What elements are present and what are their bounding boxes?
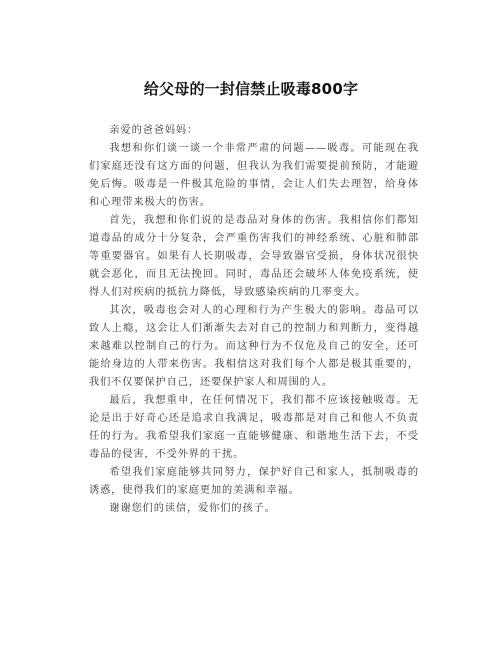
letter-paragraph-4: 最后，我想重申，在任何情况下，我们都不应该接触吸毒。无论是出于好奇心还是追求自我满足，吸毒都是对自己和他人不负责任的行为。我希望我们家庭一直能够健康、和谐地生活下去，不受毒品的侵害，不受外界的干扰。 (89, 395, 419, 460)
letter-salutation: 亲爱的爸爸妈妈： (109, 125, 199, 136)
document-title: 给父母的一封信禁止吸毒800字 (143, 80, 359, 98)
letter-paragraph-2: 首先，我想和你们说的是毒品对身体的伤害。我相信你们都知道毒品的成分十分复杂，会严重伤害我们的神经系统、心脏和肺部等重要器官。如果有人长期吸毒，会导致器官受损，身体状况很快就会恶化，而且无法挽回。同时，毒品还会破坏人体免疫系统，使得人们对疾病的抵抗力降低，导致感染疾病的几率变大。 (89, 215, 419, 298)
letter-closing: 谢谢您们的读信，爱你们的孩子。 (109, 503, 276, 514)
letter-body (89, 122, 419, 518)
letter-paragraph-3: 其次，吸毒也会对人的心理和行为产生极大的影响。毒品可以致人上瘾，这会让人们渐渐失去对自己的控制力和判断力，变得越来越难以控制自己的行为。而这种行为不仅危及自己的安全，还可能给身边的人带来伤害。我相信这对我们每个人都是极其重要的，我们不仅要保护自己，还要保护家人和周围的人。 (89, 305, 419, 388)
letter-paragraph-1: 我想和你们谈一谈一个非常严肃的问题——吸毒。可能现在我们家庭还没有这方面的问题，但我认为我们需要提前预防，才能避免后悔。吸毒是一件极其危险的事情，会让人们失去理智，给身体和心理带来极大的伤害。 (89, 143, 419, 208)
letter-paragraph-5: 希望我们家庭能够共同努力，保护好自己和家人，抵制吸毒的诱惑，使得我们的家庭更加的美满和幸福。 (89, 467, 419, 496)
